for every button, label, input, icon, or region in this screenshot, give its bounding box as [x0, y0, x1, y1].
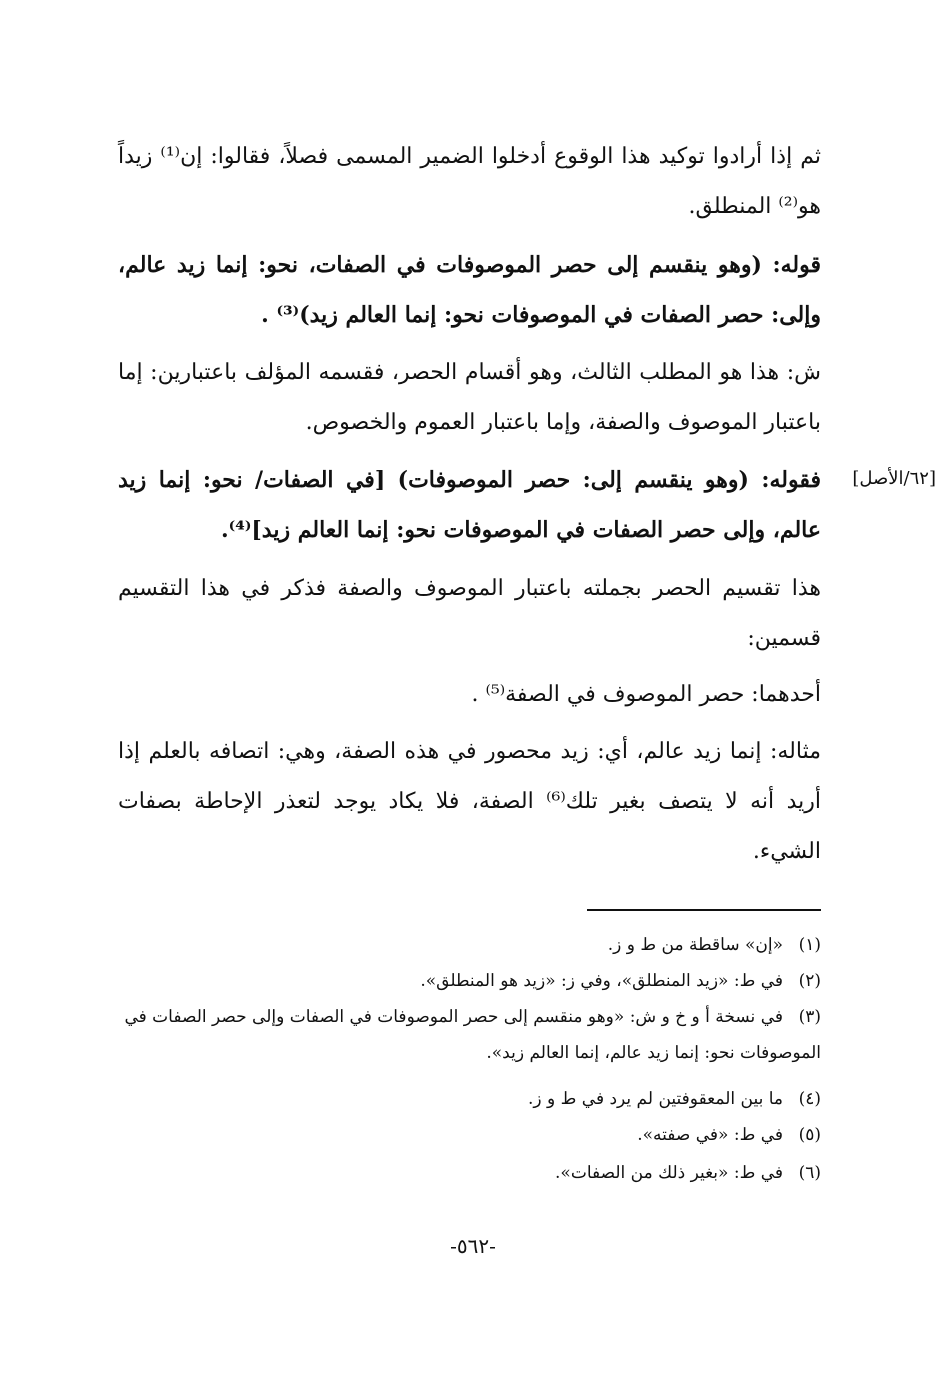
footnote-3 [118, 999, 821, 1071]
paragraph-6: أحدهما: حصر الموصوف في الصفة⁽⁵⁾ . [471, 682, 821, 707]
paragraph-2-quote: قوله: (وهو ينقسم إلى حصر الموصوفات في الصفات، نحو: إنما زيد عالم، وإلى: حصر الصفات في الموصوفات نحو: إنما العالم زيد)⁽³⁾ . [118, 252, 821, 328]
footnote-number: (٦) [798, 1163, 821, 1183]
footnote-text: في ط: «زيد المنطلق»، وفي ز: «زيد هو المنطلق». [420, 971, 783, 991]
footnote-number: (٣) [798, 1007, 821, 1027]
paragraph-7: مثاله: إنما زيد عالم، أي: زيد محصور في هذه الصفة، وهي: اتصافه بالعلم إذا أريد أنه لا يتصف بغير تلك⁽⁶⁾ الصفة، فلا يكاد يوجد لتعذر الإحاطة بصفات الشيء. [118, 739, 821, 864]
footnote-text: «إن» ساقطة من ط و ز. [607, 935, 783, 955]
footnote-6 [118, 1155, 821, 1191]
paragraph-4-quote: فقوله: (وهو ينقسم إلى: حصر الموصوفات) [في الصفات/ نحو: إنما زيد عالم، وإلى حصر الصفات في الموصوفات نحو: إنما العالم زيد]⁽⁴⁾. [118, 467, 821, 543]
footnote-number: (٤) [798, 1089, 821, 1109]
page-number: -٥٦٢- [450, 1234, 496, 1258]
paragraph-5: هذا تقسيم الحصر بجملته باعتبار الموصوف والصفة فذكر في هذا التقسيم قسمين: [118, 576, 821, 651]
footnote-number: (٥) [798, 1125, 821, 1145]
footnote-text: في نسخة أ و خ و ش: «وهو منقسم إلى حصر الموصوفات في الصفات وإلى حصر الصفات في الموصوفات نحو: إنما زيد عالم، إنما العالم زيد». [124, 1007, 821, 1063]
margin-note: [٦٢/الأصل] [852, 468, 936, 489]
footnote-number: (٢) [798, 971, 821, 991]
footnote-4 [118, 1081, 821, 1117]
paragraph-1: ثم إذا أرادوا توكيد هذا الوقوع أدخلوا الضمير المسمى فصلاً، فقالوا: إن⁽¹⁾ زيداً هو⁽²⁾ المنطلق. [118, 144, 821, 219]
footnote-text: في ط: «بغير ذلك من الصفات». [555, 1163, 783, 1183]
footnote-divider [587, 909, 821, 911]
paragraph-3-commentary: ش: هذا هو المطلب الثالث، وهو أقسام الحصر، فقسمه المؤلف باعتبارين: إما باعتبار الموصوف والصفة، وإما باعتبار العموم والخصوص. [118, 360, 821, 435]
footnote-5 [118, 1117, 821, 1153]
footnote-text: ما بين المعقوفتين لم يرد في ط و ز. [528, 1089, 783, 1109]
footnote-number: (١) [798, 935, 821, 955]
footnote-text: في ط: «في صفته». [637, 1125, 783, 1145]
footnote-2 [118, 963, 821, 999]
footnote-1 [118, 927, 821, 963]
